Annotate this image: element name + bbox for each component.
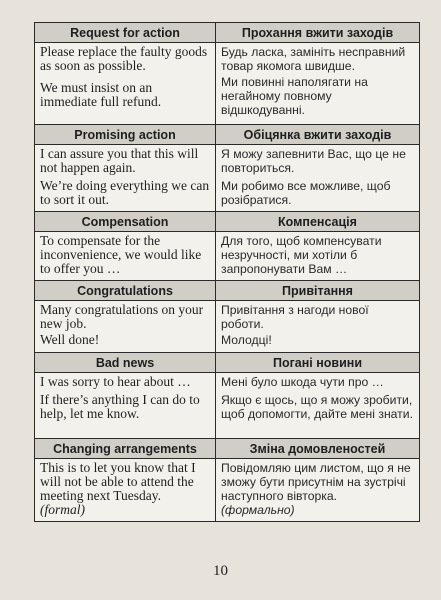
ukrainian-phrases-cell: [216, 43, 420, 125]
english-phrases-cell: [35, 459, 216, 522]
section-header-row: [35, 125, 420, 145]
section-body-row: [35, 43, 420, 125]
section-header-row: [35, 353, 420, 373]
english-phrase: Well done!: [40, 332, 100, 347]
english-phrases-cell: [35, 301, 216, 353]
section-body-row: [35, 459, 420, 522]
english-phrases-cell: [35, 373, 216, 439]
section-body-row: [35, 145, 420, 212]
section-header-row: [35, 439, 420, 459]
english-phrase: Many congratulations on your new job.: [40, 302, 204, 331]
section-header-row: [35, 212, 420, 232]
section-heading-uk: Прохання вжити заходів: [216, 23, 420, 43]
section-heading-uk: Зміна домовленостей: [216, 439, 420, 459]
ukrainian-phrases-cell: [216, 373, 420, 439]
english-phrases-cell: [35, 43, 216, 125]
ukrainian-phrase: Ми повинні наполягати на негайному повному відшкодуванні.: [221, 75, 368, 117]
english-phrase: I can assure you that this will not happen again.: [40, 146, 199, 175]
section-header-row: [35, 23, 420, 43]
ukrainian-phrase: Будь ласка, замініть несправний товар якомога швидше.: [221, 45, 406, 73]
section-heading-en: Compensation: [35, 212, 216, 232]
section-heading-en: Congratulations: [35, 281, 216, 301]
section-body-row: [35, 232, 420, 281]
ukrainian-phrase: [221, 461, 414, 517]
phrase-table: [34, 22, 420, 522]
section-heading-en: Bad news: [35, 353, 216, 373]
section-header-row: [35, 281, 420, 301]
english-phrase: We’re doing everything we can to sort it out.: [40, 178, 210, 207]
register-note-uk: (формально): [221, 503, 295, 517]
english-phrases-cell: [35, 232, 216, 281]
english-phrase: [40, 461, 210, 517]
phrase-table-page: [34, 22, 413, 522]
english-phrase: Please replace the faulty goods as soon as possible.: [40, 44, 208, 73]
section-body-row: [35, 301, 420, 353]
section-heading-uk: Обіцянка вжити заходів: [216, 125, 420, 145]
english-phrase: We must insist on an immediate full refund.: [40, 80, 162, 109]
ukrainian-phrases-cell: [216, 301, 420, 353]
section-heading-uk: Привітання: [216, 281, 420, 301]
ukrainian-phrase: Молодці!: [221, 333, 272, 347]
section-heading-uk: Компенсація: [216, 212, 420, 232]
register-note-en: (formal): [40, 502, 85, 517]
section-heading-en: Changing arrangements: [35, 439, 216, 459]
english-phrases-cell: [35, 145, 216, 212]
ukrainian-phrase: Для того, щоб компенсувати незручності, ми хотіли б запропонувати Вам …: [221, 234, 382, 276]
english-phrase: I was sorry to hear about …: [40, 374, 191, 389]
section-heading-en: Request for action: [35, 23, 216, 43]
english-phrase: To compensate for the inconvenience, we would like to offer you …: [40, 233, 202, 276]
ukrainian-phrase: Привітання з нагоди нової роботи.: [221, 303, 369, 331]
ukrainian-phrases-cell: [216, 145, 420, 212]
ukrainian-phrases-cell: [216, 459, 420, 522]
english-phrase-text: This is to let you know that I will not be able to attend the meeting next Tuesday.: [40, 460, 196, 503]
ukrainian-phrase: Якщо є щось, що я можу зробити, щоб допомогти, дайте мені знати.: [221, 393, 413, 421]
page-number: 10: [213, 563, 228, 579]
english-phrase: If there’s anything I can do to help, let me know.: [40, 392, 200, 421]
ukrainian-phrase: Я можу запевнити Вас, що це не повториться.: [221, 147, 406, 175]
ukrainian-phrase: Мені було шкода чути про …: [221, 375, 384, 389]
ukrainian-phrase: Ми робимо все можливе, щоб розібратися.: [221, 179, 391, 207]
section-body-row: [35, 373, 420, 439]
section-heading-en: Promising action: [35, 125, 216, 145]
ukrainian-phrases-cell: [216, 232, 420, 281]
section-heading-uk: Погані новини: [216, 353, 420, 373]
ukrainian-phrase-text: Повідомляю цим листом, що я не зможу бути присутнім на зустрічі наступного вівторка.: [221, 461, 411, 503]
